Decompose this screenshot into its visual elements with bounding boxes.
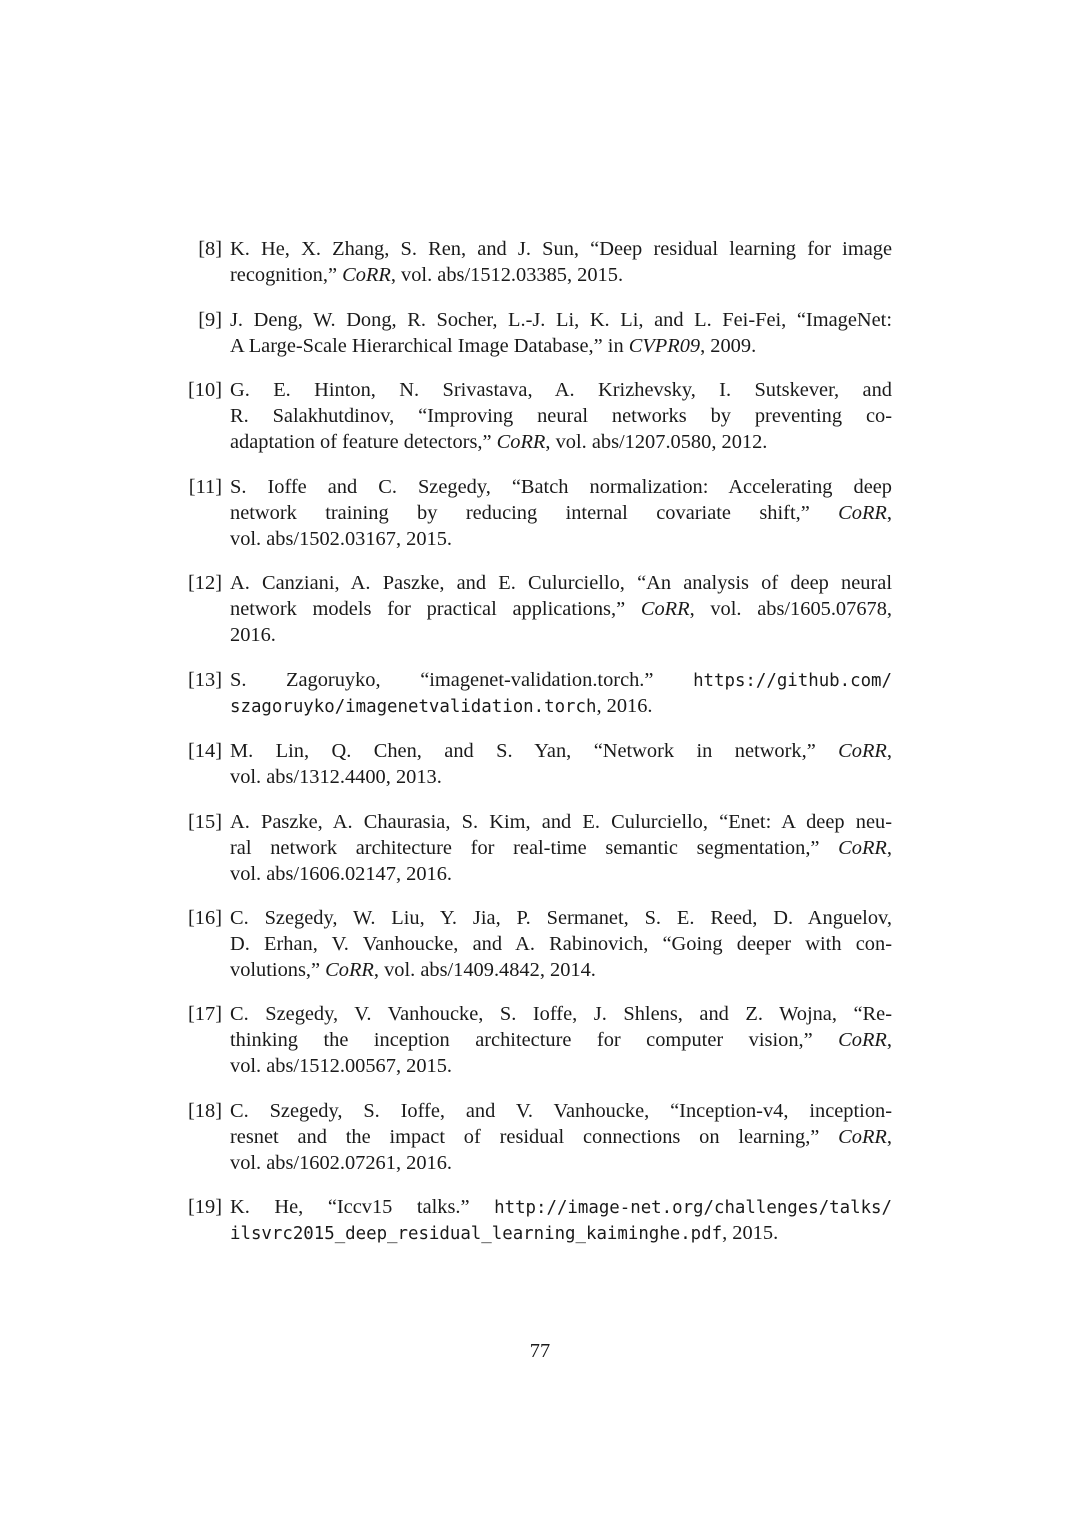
reference-line	[230, 905, 892, 931]
reference-label: [13]	[188, 669, 222, 691]
reference-text: resnet and the impact of residual connections on learning,”	[230, 1126, 839, 1148]
reference-item	[188, 1001, 892, 1079]
reference-item	[188, 667, 892, 719]
reference-text: A. Canziani, A. Paszke, and E. Culurciello, “An analysis of deep neural	[230, 572, 892, 594]
reference-url[interactable]: http://image-net.org/challenges/talks/	[494, 1198, 892, 1218]
reference-item	[188, 905, 892, 983]
reference-line	[230, 1124, 892, 1150]
reference-text: network training by reducing internal covariate shift,”	[230, 502, 839, 524]
reference-text: 2016.	[230, 624, 276, 646]
reference-line	[230, 570, 892, 596]
reference-text: vol. abs/1512.00567, 2015.	[230, 1055, 453, 1077]
reference-line	[230, 1053, 892, 1079]
reference-line	[230, 1001, 892, 1027]
reference-line	[230, 764, 892, 790]
reference-url[interactable]: https://github.com/	[693, 671, 892, 691]
reference-item	[188, 1194, 892, 1246]
reference-label: [17]	[188, 1003, 222, 1025]
reference-label: [9]	[198, 309, 222, 331]
reference-text: A. Paszke, A. Chaurasia, S. Kim, and E. Culurciello, “Enet: A deep neu-	[230, 811, 892, 833]
reference-label: [8]	[198, 238, 222, 260]
venue-name: CoRR	[838, 1126, 887, 1148]
page-number: 77	[529, 1340, 551, 1362]
reference-text: ,	[886, 837, 892, 859]
venue-name: CVPR09	[628, 335, 701, 357]
reference-text: ,	[886, 740, 892, 762]
reference-item	[188, 570, 893, 648]
reference-line	[230, 1150, 892, 1176]
reference-text: vol. abs/1312.4400, 2013.	[230, 766, 442, 788]
reference-item	[188, 1098, 892, 1176]
reference-text: , 2015.	[722, 1222, 779, 1244]
reference-line	[230, 931, 892, 957]
reference-label: [12]	[188, 572, 222, 594]
reference-line	[230, 861, 892, 887]
reference-text: R. Salakhutdinov, “Improving neural networks by preventing co-	[230, 405, 892, 427]
reference-text: D. Erhan, V. Vanhoucke, and A. Rabinovich, “Going deeper with con-	[230, 933, 892, 955]
reference-line	[230, 738, 892, 764]
reference-item	[188, 474, 892, 552]
reference-text: K. He, “Iccv15 talks.”	[230, 1196, 495, 1218]
reference-text: ,	[886, 1126, 892, 1148]
venue-name: CoRR	[342, 264, 391, 286]
reference-line	[230, 1098, 892, 1124]
reference-line	[230, 333, 892, 359]
reference-url[interactable]: szagoruyko/imagenetvalidation.torch	[230, 697, 597, 717]
venue-name: CoRR	[640, 598, 690, 620]
reference-text: , vol. abs/1207.0580, 2012.	[545, 431, 768, 453]
reference-line	[230, 835, 892, 861]
venue-name: CoRR	[838, 1029, 887, 1051]
reference-label: [11]	[188, 476, 222, 498]
reference-line	[230, 262, 892, 288]
reference-text: C. Szegedy, V. Vanhoucke, S. Ioffe, J. Shlens, and Z. Wojna, “Re-	[230, 1003, 892, 1025]
reference-text: ,	[886, 1029, 892, 1051]
reference-text: G. E. Hinton, N. Srivastava, A. Krizhevsky, I. Sutskever, and	[230, 379, 892, 401]
reference-text: , vol. abs/1409.4842, 2014.	[373, 959, 596, 981]
reference-text: A Large-Scale Hierarchical Image Database,” in	[230, 335, 629, 357]
reference-text: vol. abs/1606.02147, 2016.	[230, 863, 453, 885]
venue-name: CoRR	[838, 740, 887, 762]
reference-line	[230, 809, 892, 835]
reference-text: M. Lin, Q. Chen, and S. Yan, “Network in network,”	[230, 740, 839, 762]
reference-text: volutions,”	[230, 959, 326, 981]
reference-label: [15]	[188, 811, 222, 833]
reference-line	[230, 1027, 892, 1053]
reference-line	[230, 500, 892, 526]
reference-item	[188, 377, 892, 455]
reference-text: , 2016.	[596, 695, 653, 717]
reference-line	[230, 236, 892, 262]
reference-line	[230, 1194, 892, 1220]
reference-text: adaptation of feature detectors,”	[230, 431, 497, 453]
venue-name: CoRR	[838, 837, 887, 859]
reference-label: [19]	[188, 1196, 222, 1218]
reference-item	[198, 307, 892, 359]
reference-label: [18]	[188, 1100, 222, 1122]
reference-text: vol. abs/1502.03167, 2015.	[230, 528, 453, 550]
reference-item	[188, 738, 892, 790]
reference-line	[230, 429, 892, 455]
reference-text: C. Szegedy, W. Liu, Y. Jia, P. Sermanet, S. E. Reed, D. Anguelov,	[230, 907, 892, 929]
reference-text: network models for practical applications,”	[230, 598, 641, 620]
reference-line	[230, 526, 892, 552]
reference-text: vol. abs/1602.07261, 2016.	[230, 1152, 453, 1174]
reference-line	[230, 693, 892, 719]
reference-text: , vol. abs/1605.07678,	[689, 598, 893, 620]
reference-item	[198, 236, 892, 288]
venue-name: CoRR	[838, 502, 887, 524]
reference-item	[188, 809, 892, 887]
reference-line	[230, 596, 892, 622]
reference-text: ral network architecture for real-time semantic segmentation,”	[230, 837, 839, 859]
reference-line	[230, 622, 892, 648]
reference-text: recognition,”	[230, 264, 343, 286]
reference-line	[230, 403, 892, 429]
reference-text: ,	[886, 502, 892, 524]
reference-url[interactable]: ilsvrc2015_deep_residual_learning_kaiminghe.pdf	[230, 1224, 723, 1244]
reference-line	[230, 307, 892, 333]
reference-text: , vol. abs/1512.03385, 2015.	[390, 264, 624, 286]
reference-line	[230, 377, 892, 403]
reference-text: thinking the inception architecture for computer vision,”	[230, 1029, 839, 1051]
reference-text: S. Ioffe and C. Szegedy, “Batch normalization: Accelerating deep	[230, 476, 892, 498]
reference-text: , 2009.	[700, 335, 757, 357]
reference-text: C. Szegedy, S. Ioffe, and V. Vanhoucke, “Inception-v4, inception-	[230, 1100, 892, 1122]
reference-label: [10]	[188, 379, 222, 401]
reference-line	[230, 474, 892, 500]
reference-line	[230, 957, 892, 983]
venue-name: CoRR	[325, 959, 374, 981]
reference-label: [16]	[188, 907, 222, 929]
venue-name: CoRR	[496, 431, 546, 453]
reference-text: J. Deng, W. Dong, R. Socher, L.-J. Li, K. Li, and L. Fei-Fei, “ImageNet:	[230, 309, 892, 331]
reference-line	[230, 1220, 892, 1246]
reference-line	[230, 667, 892, 693]
reference-text: S. Zagoruyko, “imagenet-validation.torch.”	[230, 669, 694, 691]
reference-label: [14]	[188, 740, 222, 762]
reference-text: K. He, X. Zhang, S. Ren, and J. Sun, “Deep residual learning for image	[230, 238, 892, 260]
